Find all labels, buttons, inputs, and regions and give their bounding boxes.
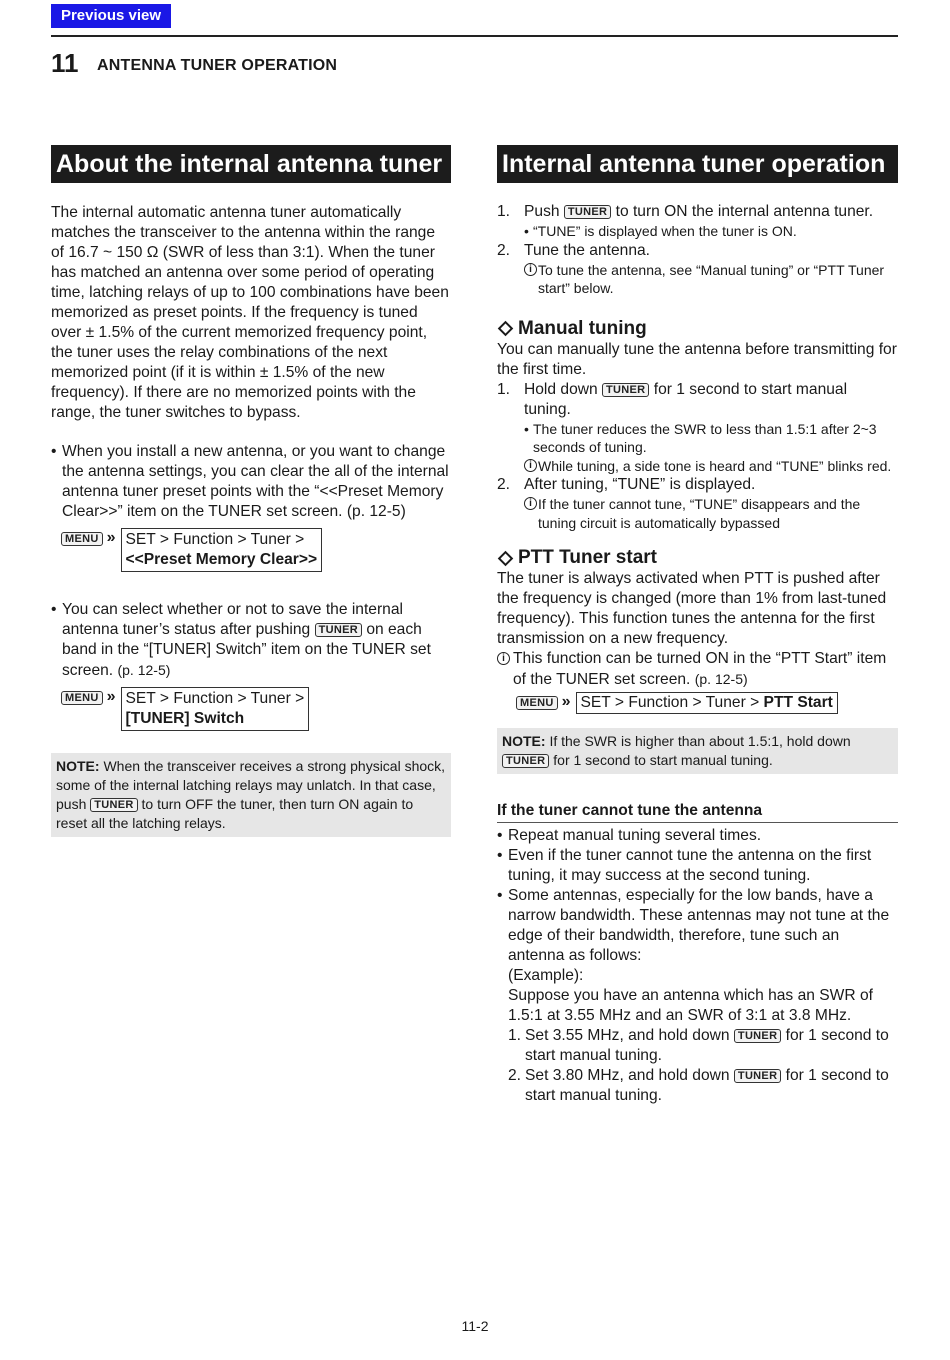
cannot-tune-heading: If the tuner cannot tune the antenna bbox=[497, 801, 898, 823]
note-box-right bbox=[497, 728, 898, 774]
menu-path-preset-clear bbox=[61, 528, 451, 572]
step-text: After tuning, “TUNE” is displayed. bbox=[524, 476, 756, 493]
bullet-text: on each band in the “[TUNER] Switch” item on the TUNER set screen. bbox=[62, 621, 431, 679]
step-number: 1. bbox=[508, 1027, 522, 1044]
menu-path-ptt-start bbox=[516, 692, 898, 714]
info-text: While tuning, a side tone is heard and “TUNE” blinks red. bbox=[538, 457, 892, 474]
tuner-key-icon: TUNER bbox=[734, 1029, 781, 1043]
menu-path-tuner-switch bbox=[61, 687, 451, 731]
path-line: SET > Function > Tuner > bbox=[125, 690, 305, 707]
menu-key-icon: MENU bbox=[61, 532, 103, 546]
note-text: When the transceiver receives a strong physical shock, some of the internal latching relays may unlatch. In that case, push bbox=[56, 758, 446, 812]
page-reference: (p. 12-5) bbox=[694, 671, 748, 687]
tuner-key-icon: TUNER bbox=[564, 205, 611, 219]
intro-paragraph: The internal automatic antenna tuner automatically matches the transceiver to the antenna within the range of 16.7 ~ 150 Ω (SWR of less than 3:1). When the tuner has matched an antenna over some period of operating time, latching relays of up to 100 combinations have been memorized as preset points. If the frequency is tuned over ± 1.5% of the current memorized frequency point, the tuner uses the relay combinations of the next memorized point (if it is within ± 1.5% of the new frequency). If there are no memorized points with the range, the tuner switches to bypass. bbox=[51, 204, 449, 421]
menu-arrow: » bbox=[106, 688, 116, 705]
step-text: Push bbox=[524, 203, 560, 220]
step-2 bbox=[497, 241, 898, 261]
step-text: for 1 second to start manual tuning. bbox=[525, 1027, 889, 1064]
bullet-preset-clear: • When you install a new antenna, or you want to change the antenna settings, you can clear the all of the internal antenna tuner preset points with the “<<Preset Memory Clear>>” item on the TUNER set screen. (p. 12-5) bbox=[51, 442, 451, 522]
ptt-intro: The tuner is always activated when PTT is pushed after the frequency is changed (more than 1% from last-tuned frequency). This function tunes the antenna for the first transmission on a new frequency. bbox=[497, 570, 887, 647]
step-number: 1. bbox=[497, 380, 511, 398]
path-box bbox=[576, 692, 838, 714]
tuner-key-icon: TUNER bbox=[602, 383, 649, 397]
tuner-key-icon: TUNER bbox=[90, 798, 137, 812]
sub-bullet: • “TUNE” is displayed when the tuner is ON. bbox=[524, 222, 898, 241]
manual-tuning-heading bbox=[497, 318, 898, 340]
menu-arrow: » bbox=[561, 693, 571, 710]
example-text: Suppose you have an antenna which has an SWR of 1.5:1 at 3.55 MHz and an SWR of 3:1 at 3.8 MHz. bbox=[508, 987, 873, 1024]
path-line: SET > Function > Tuner > bbox=[580, 694, 764, 711]
step-number: 2. bbox=[497, 241, 511, 259]
diamond-icon bbox=[498, 321, 514, 337]
note-box-left bbox=[51, 753, 451, 837]
heading-text: Manual tuning bbox=[518, 317, 647, 339]
cannot-bullet-2: • Even if the tuner cannot tune the antenna on the first tuning, it may success at the second tuning. bbox=[497, 846, 898, 886]
header-rule bbox=[51, 35, 898, 37]
tuner-key-icon: TUNER bbox=[734, 1069, 781, 1083]
info-icon: i bbox=[497, 652, 510, 665]
example-label: (Example): bbox=[508, 967, 584, 984]
note-text: If the SWR is higher than about 1.5:1, hold down bbox=[549, 733, 851, 749]
step-text: Set 3.55 MHz, and hold down bbox=[525, 1027, 730, 1044]
previous-view-button[interactable]: Previous view bbox=[51, 4, 171, 28]
note-text: for 1 second to start manual tuning. bbox=[553, 752, 773, 768]
chapter-number: 11 bbox=[51, 48, 79, 78]
path-line-bold: [TUNER] Switch bbox=[125, 710, 245, 727]
tuner-key-icon: TUNER bbox=[502, 754, 549, 768]
tuner-key-icon: TUNER bbox=[315, 623, 362, 637]
step-1-detail bbox=[497, 222, 898, 241]
example-step-1 bbox=[508, 1026, 898, 1066]
step-text: Hold down bbox=[524, 380, 598, 398]
info-icon: i bbox=[524, 459, 537, 472]
example-step-2 bbox=[508, 1066, 898, 1106]
menu-key-icon: MENU bbox=[516, 696, 558, 710]
cannot-bullet-3: • Some antennas, especially for the low bands, have a narrow bandwidth. These antennas may not tune at the edge of their bandwidth, therefore, tune such an antenna as follows: bbox=[497, 886, 898, 966]
path-box bbox=[121, 687, 310, 731]
menu-key-icon: MENU bbox=[61, 691, 103, 705]
page-number: 11-2 bbox=[461, 1318, 489, 1334]
step-number: 2. bbox=[508, 1067, 522, 1084]
step-text: to turn ON the internal antenna tuner. bbox=[615, 203, 874, 220]
note-label: NOTE: bbox=[56, 758, 100, 774]
manual-step-1 bbox=[497, 380, 898, 420]
step-number: 2. bbox=[497, 476, 511, 493]
step-text: for 1 second to start manual tuning. bbox=[524, 380, 848, 418]
heading-text: PTT Tuner start bbox=[518, 547, 657, 568]
page-reference: (p. 12-5) bbox=[117, 662, 171, 678]
left-column bbox=[51, 203, 451, 837]
info-text: This function can be turned ON in the “PTT Start” item of the TUNER set screen. bbox=[513, 650, 887, 688]
bullet-text: You can select whether or not to save the internal antenna tuner’s status after pushing bbox=[62, 601, 403, 638]
path-line-bold: PTT Start bbox=[763, 694, 833, 711]
note-label: NOTE: bbox=[502, 733, 546, 749]
manual-step-1-detail bbox=[497, 420, 898, 476]
menu-arrow: » bbox=[106, 529, 116, 546]
diamond-icon bbox=[498, 550, 514, 566]
chapter-title: ANTENNA TUNER OPERATION bbox=[97, 57, 338, 74]
sub-bullet: • The tuner reduces the SWR to less than 1.5:1 after 2~3 seconds of tuning. bbox=[524, 420, 898, 457]
step-text: Tune the antenna. bbox=[524, 241, 651, 259]
path-box bbox=[121, 528, 323, 572]
info-text: To tune the antenna, see “Manual tuning” or “PTT Tuner start” below. bbox=[538, 261, 885, 296]
cannot-bullet-1: • Repeat manual tuning several times. bbox=[497, 826, 898, 846]
right-column bbox=[497, 202, 898, 1106]
path-line-bold: <<Preset Memory Clear>> bbox=[125, 551, 318, 568]
manual-intro: You can manually tune the antenna before transmitting for the first time. bbox=[497, 340, 897, 378]
step-2-detail bbox=[497, 261, 898, 298]
step-1 bbox=[497, 202, 898, 222]
step-text: Set 3.80 MHz, and hold down bbox=[525, 1067, 730, 1084]
step-number: 1. bbox=[497, 203, 511, 220]
info-text: If the tuner cannot tune, “TUNE” disappears and the tuning circuit is automatically bypassed bbox=[538, 496, 861, 531]
note-text: to turn OFF the tuner, then turn ON again to reset all the latching relays. bbox=[56, 796, 414, 831]
path-line: SET > Function > Tuner > bbox=[125, 531, 305, 548]
manual-step-2-detail bbox=[497, 495, 898, 532]
ptt-heading bbox=[497, 547, 898, 569]
info-icon: i bbox=[524, 497, 537, 510]
ptt-info bbox=[497, 649, 898, 690]
info-icon: i bbox=[524, 263, 537, 276]
manual-step-2 bbox=[497, 475, 898, 495]
step-text: for 1 second to start manual tuning. bbox=[525, 1067, 889, 1104]
section-heading-about: About the internal antenna tuner bbox=[51, 145, 451, 183]
section-heading-operation: Internal antenna tuner operation bbox=[497, 145, 898, 183]
bullet-tuner-switch bbox=[51, 600, 451, 681]
